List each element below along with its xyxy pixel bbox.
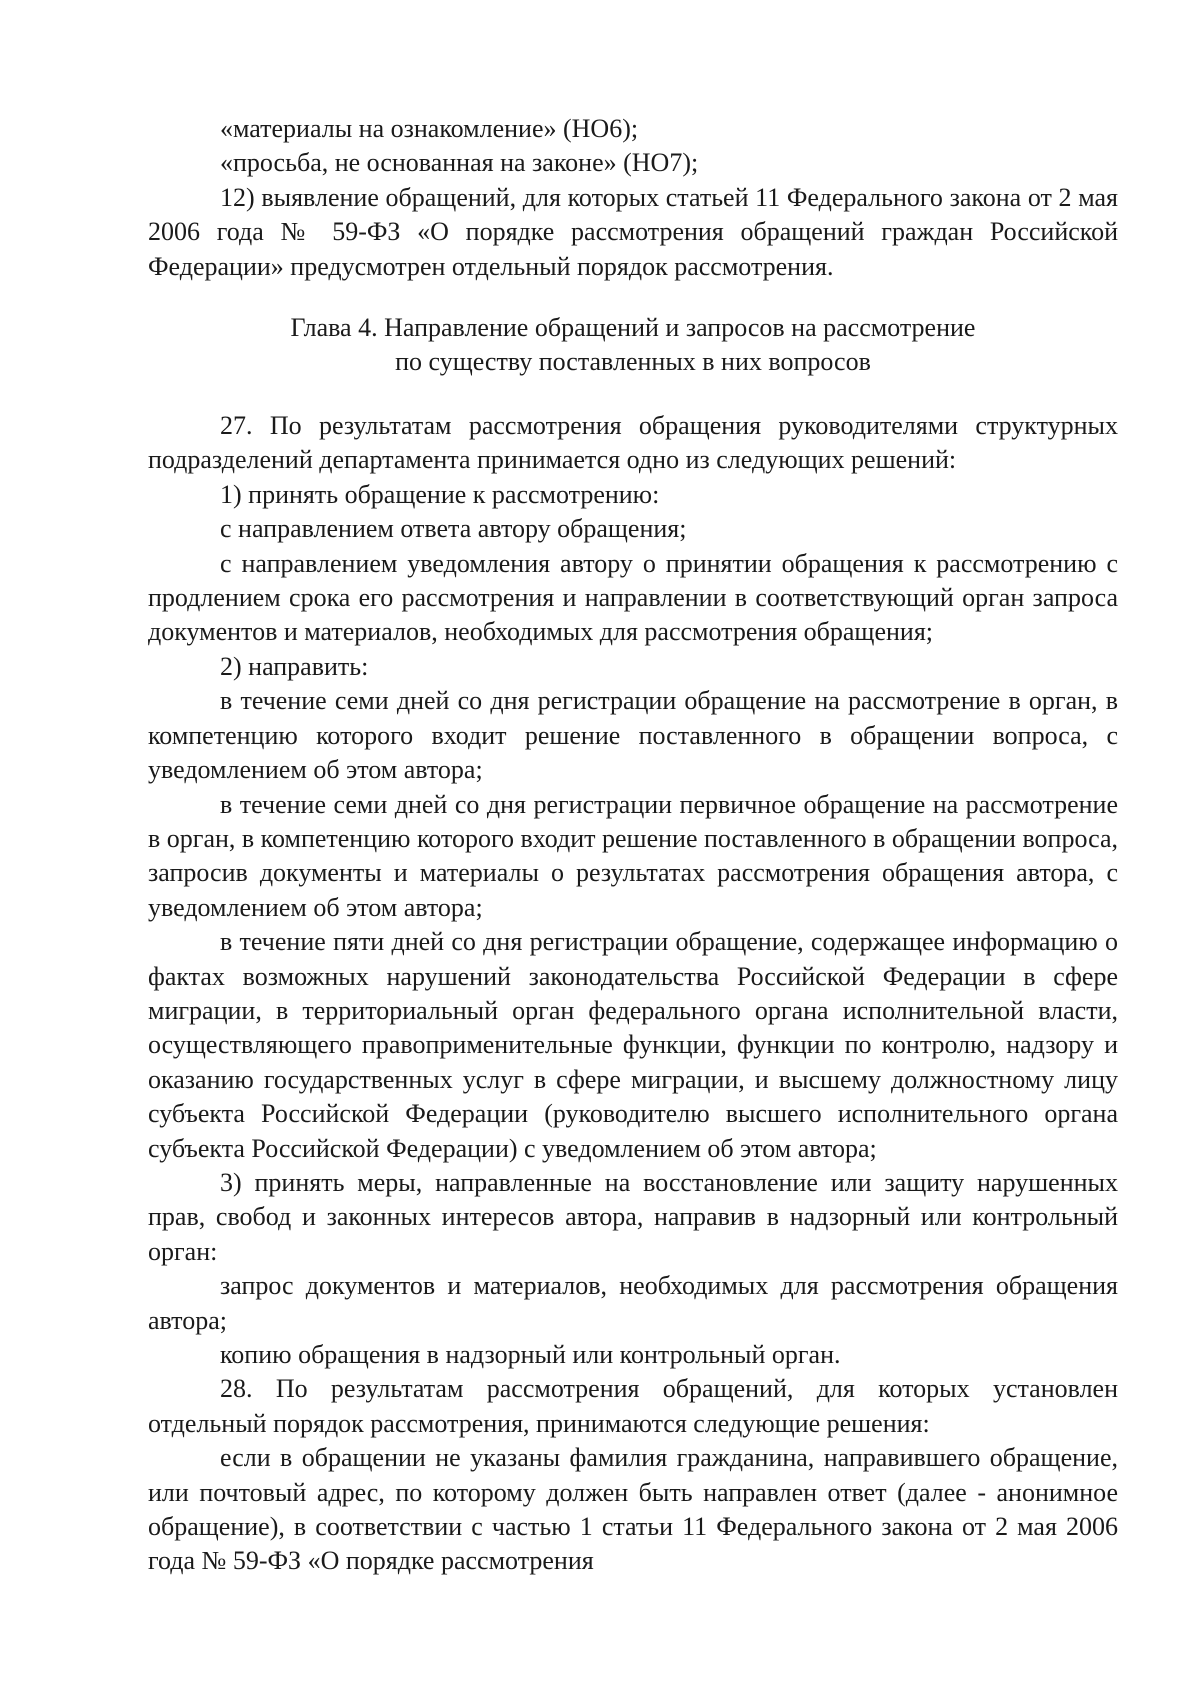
chapter-heading-line-2: по существу поставленных в них вопросов <box>395 347 871 377</box>
paragraph: 1) принять обращение к рассмотрению: <box>220 479 660 509</box>
document-body <box>148 112 1118 1579</box>
paragraph: с направлением ответа автору обращения; <box>220 514 687 544</box>
paragraph: если в обращении не указаны фамилия гражданина, направившего обращение, или почтовый адрес, по которому должен быть направлен ответ (далее - анонимное обращение), в соответствии с частью 1 статьи 11 Федерального закона от 2 мая 2006 года № 59-ФЗ «О порядке рассмотрения <box>148 1443 1118 1576</box>
paragraph: в течение семи дней со дня регистрации обращение на рассмотрение в орган, в компетенцию которого входит решение поставленного в обращении вопроса, с уведомлением об этом автора; <box>148 686 1118 785</box>
paragraph: копию обращения в надзорный или контрольный орган. <box>220 1340 841 1369</box>
paragraph: «материалы на ознакомление» (НО6); <box>220 114 639 143</box>
paragraph: в течение семи дней со дня регистрации первичное обращение на рассмотрение в орган, в компетенцию которого входит решение поставленного в обращении вопроса, запросив документы и материалы о результатах рассмотрения обращения автора, с уведомлением об этом автора; <box>148 789 1118 922</box>
paragraph: в течение пяти дней со дня регистрации обращение, содержащее информацию о фактах возможных нарушений законодательства Российской Федерации в сфере миграции, в территориальный орган федерального органа исполнительной власти, осуществляющего правоприменительные функции, функции по контролю, надзору и оказанию государственных услуг в сфере миграции, и высшему должностному лицу субъекта Российской Федерации (руководителю высшего исполнительного органа субъекта Российской Федерации) с уведомлением об этом автора; <box>148 927 1118 1163</box>
paragraph: 27. По результатам рассмотрения обращения руководителями структурных подразделений департамента принимается одно из следующих решений: <box>148 411 1118 475</box>
paragraph: 2) направить: <box>220 651 369 681</box>
paragraph: 12) выявление обращений, для которых статьей 11 Федерального закона от 2 мая 2006 года № 59-ФЗ «О порядке рассмотрения обращений граждан Российской Федерации» предусмотрен отдельный порядок рассмотрения. <box>148 182 1118 281</box>
paragraph: 3) принять меры, направленные на восстановление или защиту нарушенных прав, свобод и законных интересов автора, направив в надзорный или контрольный орган: <box>148 1167 1118 1266</box>
paragraph: запрос документов и материалов, необходимых для рассмотрения обращения автора; <box>148 1271 1118 1335</box>
paragraph: «просьба, не основанная на законе» (НО7); <box>220 148 699 178</box>
chapter-heading <box>148 311 1118 379</box>
paragraph: 28. По результатам рассмотрения обращений, для которых установлен отдельный порядок рассмотрения, принимаются следующие решения: <box>148 1374 1118 1438</box>
paragraph: с направлением уведомления автору о принятии обращения к рассмотрению с продлением срока его рассмотрения и направлении в соответствующий орган запроса документов и материалов, необходимых для рассмотрения обращения; <box>148 548 1118 647</box>
chapter-heading-line-1: Глава 4. Направление обращений и запросов на рассмотрение <box>290 313 976 343</box>
